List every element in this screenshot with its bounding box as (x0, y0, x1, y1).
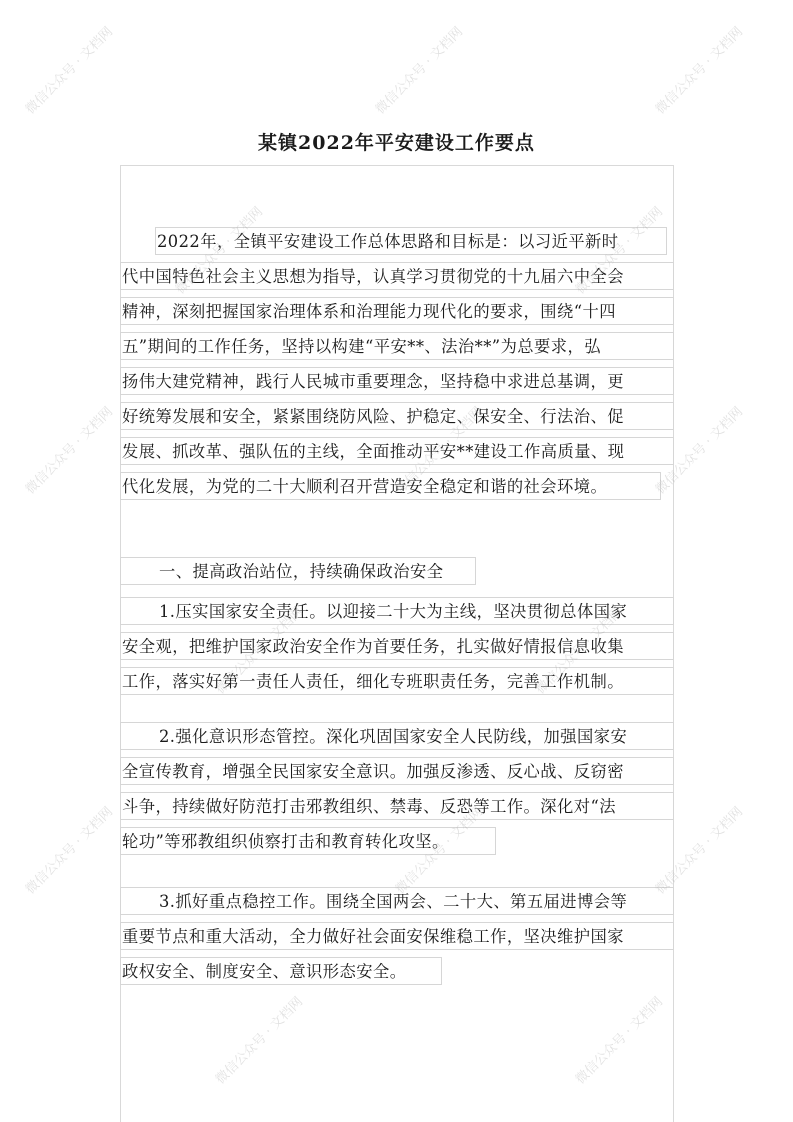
text-line: 轮功”等邪教组织侦察打击和教育转化攻坚。 (120, 827, 496, 855)
watermark: 微信公众号 · 文档网 (653, 24, 747, 118)
watermark: 微信公众号 · 文档网 (23, 24, 117, 118)
text-line: 3.抓好重点稳控工作。围绕全国两会、二十大、第五届进博会等 (120, 887, 674, 915)
watermark: 微信公众号 · 文档网 (373, 24, 467, 118)
text-line: 全宣传教育，增强全民国家安全意识。加强反渗透、反心战、反窃密 (120, 757, 674, 785)
watermark: 微信公众号 · 文档网 (173, 204, 267, 298)
text-line: 好统筹发展和安全，紧紧围绕防风险、护稳定、保安全、行法治、促 (120, 402, 674, 430)
page-title: 某镇2022年平安建设工作要点 (258, 132, 535, 154)
watermark: 微信公众号 · 文档网 (573, 204, 667, 298)
text-line: 扬伟大建党精神，践行人民城市重要理念，坚持稳中求进总基调，更 (120, 367, 674, 395)
watermark: 微信公众号 · 文档网 (213, 994, 307, 1088)
watermark: 微信公众号 · 文档网 (23, 404, 117, 498)
text-line: 代化发展，为党的二十大顺利召开营造安全稳定和谐的社会环境。 (120, 472, 661, 500)
text-line: 斗争，持续做好防范打击邪教组织、禁毒、反恐等工作。深化对“法 (120, 792, 674, 820)
text-line: 代中国特色社会主义思想为指导，认真学习贯彻党的十九届六中全会 (120, 262, 674, 290)
watermark: 微信公众号 · 文档网 (653, 804, 747, 898)
watermark: 微信公众号 · 文档网 (213, 604, 307, 698)
section-heading: 一、提高政治站位，持续确保政治安全 (120, 557, 476, 585)
text-line: 重要节点和重大活动，全力做好社会面安保维稳工作，坚决维护国家 (120, 922, 674, 950)
watermark: 微信公众号 · 文档网 (573, 994, 667, 1088)
text-line: 安全观，把维护国家政治安全作为首要任务，扎实做好情报信息收集 (120, 632, 674, 660)
text-line: 工作，落实好第一责任人责任，细化专班职责任务，完善工作机制。 (120, 667, 674, 695)
text-line: 政权安全、制度安全、意识形态安全。 (120, 957, 442, 985)
text-line: 发展、抓改革、强队伍的主线，全面推动平安**建设工作高质量、现 (120, 437, 674, 465)
text-line: 精神，深刻把握国家治理体系和治理能力现代化的要求，围绕“十四 (120, 297, 674, 325)
watermark: 微信公众号 · 文档网 (653, 404, 747, 498)
text-line: 2.强化意识形态管控。深化巩固国家安全人民防线，加强国家安 (120, 722, 674, 750)
watermark: 微信公众号 · 文档网 (533, 604, 627, 698)
watermark: 微信公众号 · 文档网 (393, 404, 487, 498)
text-line: 1.压实国家安全责任。以迎接二十大为主线，坚决贯彻总体国家 (120, 597, 674, 625)
watermark: 微信公众号 · 文档网 (393, 804, 487, 898)
text-line: 五”期间的工作任务，坚持以构建“平安**、法治**”为总要求，弘 (120, 332, 674, 360)
text-line: 2022年，全镇平安建设工作总体思路和目标是：以习近平新时 (155, 227, 667, 255)
watermark: 微信公众号 · 文档网 (23, 804, 117, 898)
